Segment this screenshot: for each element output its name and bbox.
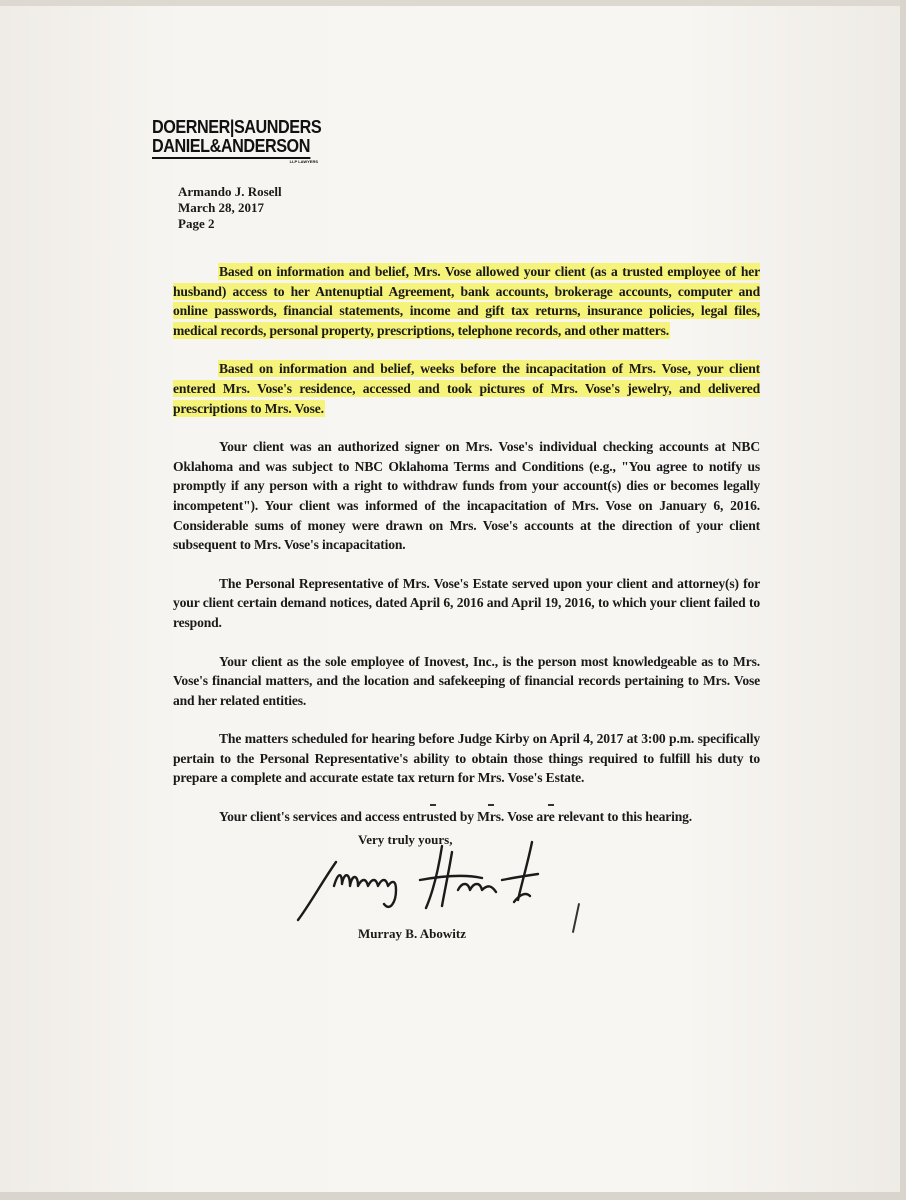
- letter-date: March 28, 2017: [178, 200, 265, 215]
- page-number: Page 2: [178, 216, 215, 231]
- paper-edge-right: [900, 0, 906, 1200]
- firm-logo-suffix: LLP LAWYERS: [289, 159, 318, 164]
- letter-body: [173, 262, 760, 846]
- stray-mark: [488, 804, 494, 806]
- stray-mark: [430, 804, 436, 806]
- signer-name: Murray B. Abowitz: [358, 926, 466, 941]
- paragraph-text: Based on information and belief, Mrs. Vose allowed your client (as a trusted employee of her husband) access to her Antenuptial Agreement, bank accounts, brokerage accounts, computer and online passwords, financial statements, income and gift tax returns, insurance policies, legal files, medical records, personal property, prescriptions, telephone records, and other matters.: [173, 264, 760, 338]
- paper-edge-bottom: [0, 1192, 906, 1200]
- firm-logo-line-2: DANIEL&ANDERSON: [152, 137, 310, 159]
- firm-logo: [152, 118, 332, 164]
- body-paragraph: [173, 652, 760, 711]
- paragraph-text: The matters scheduled for hearing before Judge Kirby on April 4, 2017 at 3:00 p.m. specifically pertain to the Personal Representative's ability to obtain those things required to fulfill his duty to prepare a complete and accurate estate tax return for Mrs. Vose's Estate.: [173, 731, 760, 786]
- body-paragraph: [173, 729, 760, 788]
- paragraph-text: Your client's services and access entrusted by Mrs. Vose are relevant to this hearing.: [219, 809, 693, 825]
- body-paragraph: [173, 359, 760, 418]
- stray-mark: [548, 804, 554, 806]
- paragraph-text: The Personal Representative of Mrs. Vose's Estate served upon your client and attorney(s) for your client certain demand notices, dated April 6, 2016 and April 19, 2016, to which your client failed to respond.: [173, 575, 760, 630]
- body-paragraph: [173, 437, 760, 555]
- paragraph-text: Based on information and belief, weeks before the incapacitation of Mrs. Vose, your client entered Mrs. Vose's residence, accessed and took pictures of Mrs. Vose's jewelry, and delivered prescriptions to Mrs. Vose.: [173, 361, 760, 416]
- paragraph-text: Your client was an authorized signer on Mrs. Vose's individual checking accounts at NBC Oklahoma and was subject to NBC Oklahoma Terms and Conditions (e.g., "You agree to notify us promptly if any person with a right to withdraw funds from your account(s) dies or becomes legally incompetent"). Your client was informed of the incapacitation of Mrs. Vose on January 6, 2016. Considerable sums of money were drawn on Mrs. Vose's accounts at the direction of your client subsequent to Mrs. Vose's incapacitation.: [173, 439, 760, 553]
- recipient-name: Armando J. Rosell: [178, 184, 282, 199]
- firm-logo-line-1: DOERNER|SAUNDERS: [152, 117, 322, 137]
- body-paragraph: [173, 807, 760, 827]
- closing-salutation: Very truly yours,: [358, 832, 453, 847]
- body-paragraph: [173, 574, 760, 633]
- paper-edge-top: [0, 0, 906, 6]
- paragraph-text: Your client as the sole employee of Inovest, Inc., is the person most knowledgeable as to Mrs. Vose's financial matters, and the location and safekeeping of financial records pertaining to Mrs. Vose and her related entities.: [173, 653, 760, 708]
- letter-header: [178, 184, 282, 232]
- body-paragraph: [173, 262, 760, 340]
